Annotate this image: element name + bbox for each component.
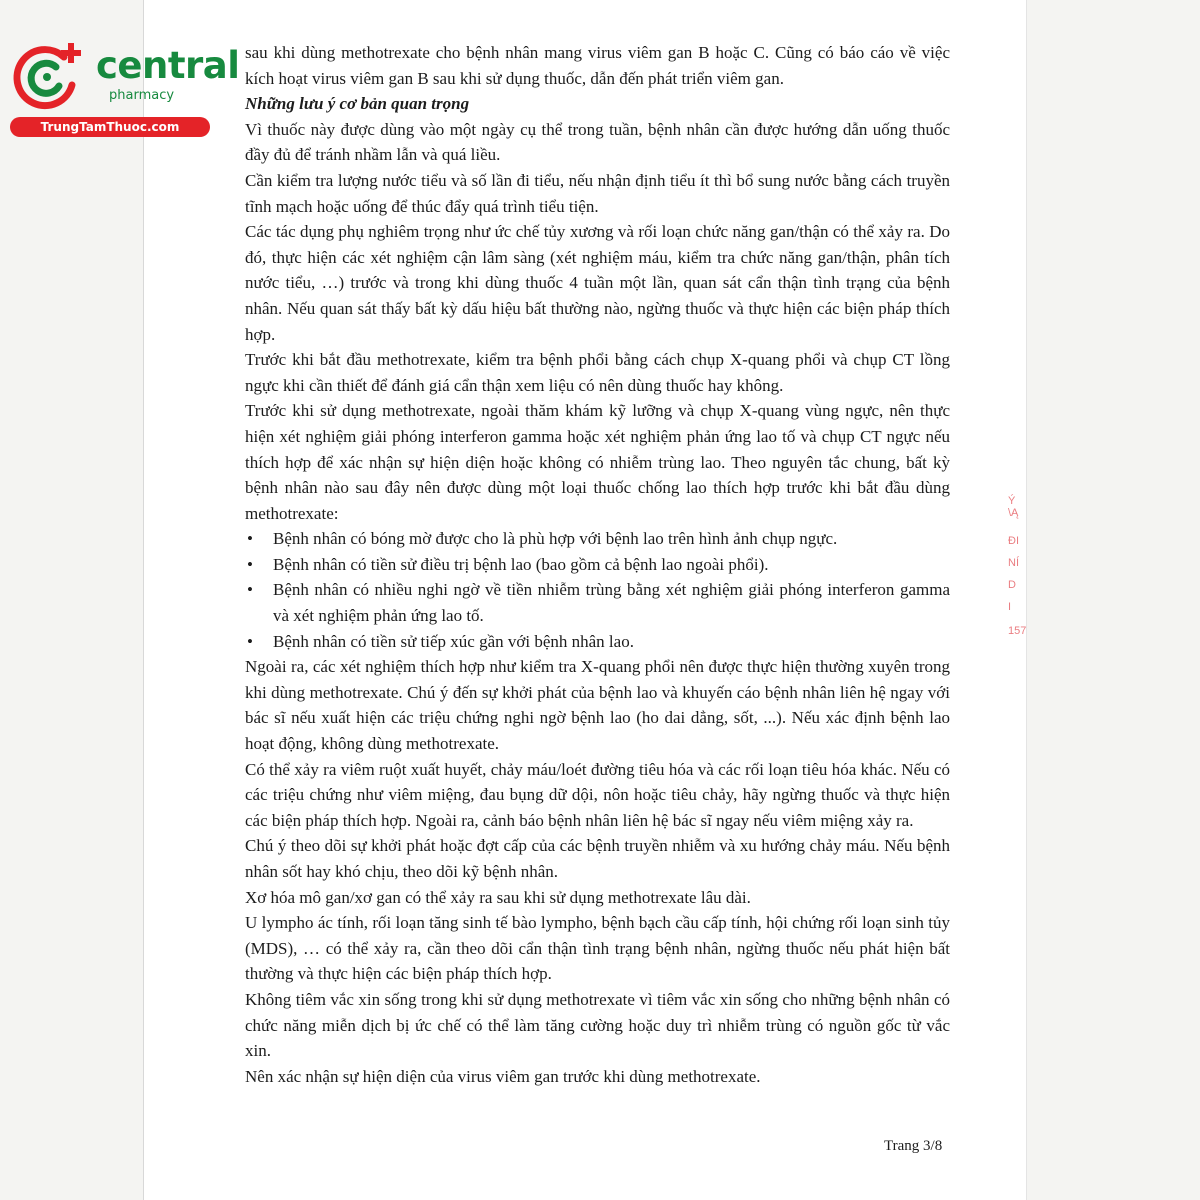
paragraph: Các tác dụng phụ nghiêm trọng như ức chế tủy xương và rối loạn chức năng gan/thận có thể xảy ra. Do đó, thực hiện các xét nghiệm cận lâm sàng (xét nghiệm máu, kiểm tra chức năng gan/thận, phân tích nước tiểu, …) trước và trong khi dùng thuốc 4 tuần một lần, quan sát cẩn thận tình trạng của bệnh nhân. Nếu quan sát thấy bất kỳ dấu hiệu bất thường nào, ngừng thuốc và thực hiện các biện pháp thích hợp. <box>245 222 950 344</box>
list-item-text: Bệnh nhân có nhiều nghi ngờ về tiền nhiễm trùng bằng xét nghiệm giải phóng interferon gamma và xét nghiệm phản ứng lao tố. <box>273 580 950 626</box>
document-body <box>245 40 950 1089</box>
list-item-text: Bệnh nhân có tiền sử điều trị bệnh lao (bao gồm cả bệnh lao ngoài phổi). <box>273 554 769 574</box>
paragraph: U lympho ác tính, rối loạn tăng sinh tế bào lympho, bệnh bạch cầu cấp tính, hội chứng rối loạn sinh tủy (MDS), … có thể xảy ra, cần theo dõi cẩn thận tình trạng bệnh nhân, ngừng thuốc nếu phát hiện bất thường và thực hiện các biện pháp thích hợp. <box>245 913 950 984</box>
bullet-icon: • <box>247 529 253 549</box>
brand-logo[interactable] <box>10 38 240 138</box>
stamp-fragment: Ý \Ą <box>1008 495 1019 519</box>
stamp-fragment: 157 <box>1008 625 1027 637</box>
paragraph: Xơ hóa mô gan/xơ gan có thể xảy ra sau khi sử dụng methotrexate lâu dài. <box>245 887 751 907</box>
paragraph: Nên xác nhận sự hiện diện của virus viêm gan trước khi dùng methotrexate. <box>245 1066 761 1086</box>
paragraph: Ngoài ra, các xét nghiệm thích hợp như kiểm tra X-quang phổi nên được thực hiện thường xuyên trong khi dùng methotrexate. Chú ý đến sự khởi phát của bệnh lao và khuyến cáo bệnh nhân liên hệ ngay với bác sĩ nếu xuất hiện các triệu chứng nghi ngờ bệnh lao (ho dai dẳng, sốt, ...). Nếu xác định bệnh lao hoạt động, không dùng methotrexate. <box>245 657 950 754</box>
list-item <box>245 577 950 628</box>
section-heading: Những lưu ý cơ bản quan trọng <box>245 94 470 114</box>
paragraph: Có thể xảy ra viêm ruột xuất huyết, chảy máu/loét đường tiêu hóa và các rối loạn tiêu hóa khác. Nếu có các triệu chứng như viêm miệng, đau bụng dữ dội, nôn hoặc tiêu chảy, hãy ngừng thuốc và thực hiện các biện pháp thích hợp. Ngoài ra, cảnh báo bệnh nhân liên hệ bác sĩ ngay nếu viêm miệng xảy ra. <box>245 759 950 830</box>
bullet-icon: • <box>247 554 253 574</box>
intro-paragraph: sau khi dùng methotrexate cho bệnh nhân mang virus viêm gan B hoặc C. Cũng có báo cáo về việc kích hoạt virus viêm gan B sau khi sử dụng thuốc, dẫn đến phát triển viêm gan. <box>245 43 950 88</box>
bullet-icon: • <box>247 580 253 600</box>
stamp-fragment: ĐI <box>1008 535 1019 547</box>
stamp-fragment: I <box>1008 601 1012 613</box>
paragraph: Trước khi sử dụng methotrexate, ngoài thăm khám kỹ lưỡng và chụp X-quang vùng ngực, nên thực hiện xét nghiệm giải phóng interferon gamma hoặc xét nghiệm phản ứng lao tố và chụp CT ngực nếu thích hợp để xác nhận sự hiện diện hoặc không có nhiễm trùng lao. Theo nguyên tắc chung, bất kỳ bệnh nhân nào sau đây nên được dùng một loại thuốc chống lao thích hợp trước khi bắt đầu dùng methotrexate: <box>245 401 950 523</box>
paragraph: Chú ý theo dõi sự khởi phát hoặc đợt cấp của các bệnh truyền nhiễm và xu hướng chảy máu. Nếu bệnh nhân sốt hay khó chịu, theo dõi kỹ bệnh nhân. <box>245 836 950 881</box>
list-item <box>245 629 950 655</box>
brand-website[interactable]: TrungTamThuoc.com <box>10 117 210 137</box>
list-item <box>245 526 950 552</box>
red-stamp <box>1008 495 1028 655</box>
bullet-icon: • <box>247 631 253 651</box>
stamp-fragment: NÍ <box>1008 557 1019 569</box>
paragraph: Không tiêm vắc xin sống trong khi sử dụng methotrexate vì tiêm vắc xin sống cho những bệnh nhân có chức năng miễn dịch bị ức chế có thể làm tăng cường hoặc duy trì nhiễm trùng có nguồn gốc từ vắc xin. <box>245 989 950 1061</box>
list-item-text: Bệnh nhân có bóng mờ được cho là phù hợp với bệnh lao trên hình ảnh chụp ngực. <box>273 529 838 549</box>
list-item-text: Bệnh nhân có tiền sử tiếp xúc gần với bệnh nhân lao. <box>273 631 634 651</box>
pharmacy-cross-icon <box>10 40 84 114</box>
bullet-list <box>245 526 950 654</box>
paragraph: Cần kiểm tra lượng nước tiểu và số lần đi tiểu, nếu nhận định tiểu ít thì bổ sung nước bằng cách truyền tĩnh mạch hoặc uống để thúc đẩy quá trình tiểu tiện. <box>245 170 950 216</box>
list-item <box>245 552 950 578</box>
stamp-fragment: D <box>1008 579 1016 591</box>
page-number: Trang 3/8 <box>884 1138 943 1154</box>
brand-name: central <box>96 44 240 87</box>
paragraph: Trước khi bắt đầu methotrexate, kiểm tra bệnh phổi bằng cách chụp X-quang phổi và chụp CT lồng ngực khi cần thiết để đánh giá cẩn thận xem liệu có nên dùng thuốc hay không. <box>245 350 950 395</box>
brand-subtitle: pharmacy <box>109 88 175 103</box>
paragraph: Vì thuốc này được dùng vào một ngày cụ thể trong tuần, bệnh nhân cần được hướng dẫn uống thuốc đầy đủ để tránh nhầm lẫn và quá liều. <box>245 119 950 165</box>
